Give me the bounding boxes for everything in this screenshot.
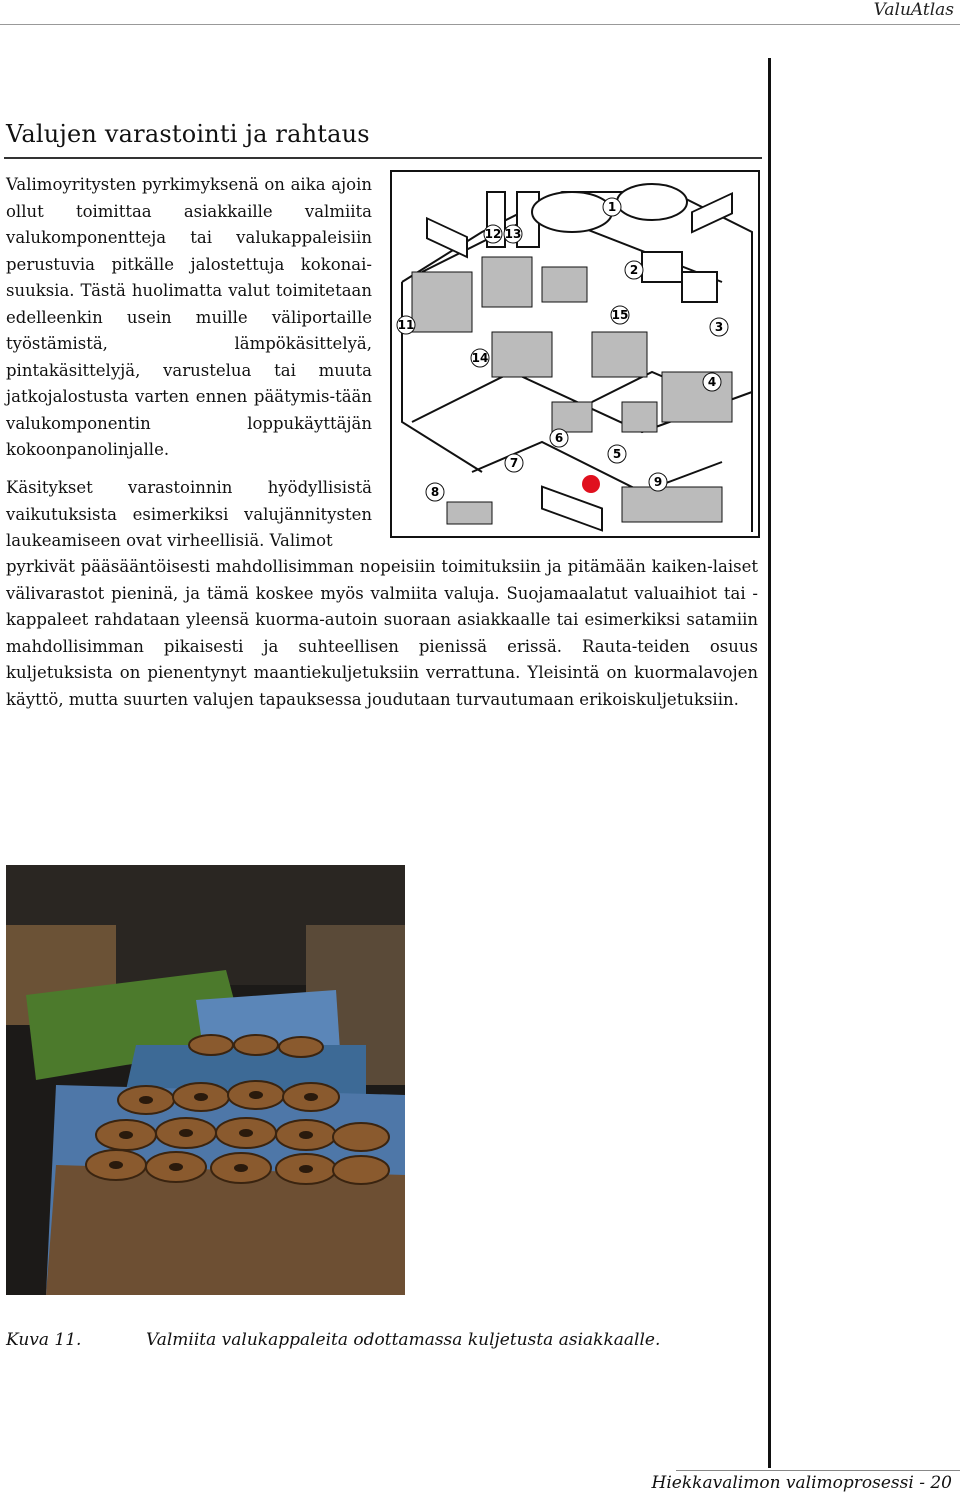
header-title: ValuAtlas xyxy=(873,0,954,20)
label-12: 12 xyxy=(484,227,502,241)
header-rule xyxy=(0,24,960,25)
label-14: 14 xyxy=(471,351,489,365)
label-6: 6 xyxy=(554,431,564,445)
paragraph-storage-rest: pyrkivät pääsääntöisesti mahdollisimman nopeisiin toimituksiin ja pitämään kaiken-laiset välivarastot pieninä, ja tämä koskee myös valmiita valuja. Suojamaalatut valuaihiot tai -kappaleet rahdataan yleensä kuorma-autoin suoraan asiakkaalle tai esimerkiksi satamiin mahdollisimman pikaisesti ja suhteellisen pienissä erissä. Rauta-teiden osuus kuljetuksista on pienentynyt maantiekuljetuksiin verrattuna. Yleisintä on kuormalavojen käyttö, mutta suurten valujen tapauksessa joudutaan turvautumaan erikoiskuljetuksiin. xyxy=(6,557,758,709)
label-5: 5 xyxy=(612,447,622,461)
red-marker xyxy=(582,475,600,493)
label-3: 3 xyxy=(714,320,724,334)
label-8: 8 xyxy=(430,485,440,499)
margin-rule xyxy=(768,58,771,1468)
label-7: 7 xyxy=(509,456,519,470)
page-title: Valujen varastointi ja rahtaus xyxy=(6,120,370,148)
label-1: 1 xyxy=(607,200,617,214)
page-footer: Hiekkavalimon valimoprosessi - 20 xyxy=(651,1473,952,1493)
label-4: 4 xyxy=(707,375,717,389)
paragraph-intro: Valimoyritysten pyrkimyksenä on aika ajoin ollut toimittaa asiakkaille valmiita valukomponentteja tai valukappaleisiin perustuvia pitkälle jalostettuja kokonai-suuksia. Tästä huolimatta valut toimitetaan edelleenkin usein muille väliportaille työstämistä, lämpökäsittelyä, pintakäsittelyjä, varustelua tai muuta jatkojalostusta varten ennen päätymis-tään valukomponentin loppukäyttäjän kokoonpanolinjalle. xyxy=(6,175,372,459)
footer-rule xyxy=(676,1470,960,1471)
paragraph-storage-start: Käsitykset varastoinnin hyödyllisistä vaikutuksista esimerkiksi valujännitysten laukeamiseen ovat virheellisiä. Valimot xyxy=(6,478,372,550)
label-15: 15 xyxy=(611,308,629,322)
photo-drawing xyxy=(6,865,405,1295)
title-rule xyxy=(4,157,762,159)
label-9: 9 xyxy=(653,475,663,489)
foundry-layout-diagram xyxy=(390,170,760,538)
warehouse-photo xyxy=(6,865,405,1295)
figure-caption: Valmiita valukappaleita odottamassa kuljetusta asiakkaalle. xyxy=(146,1330,661,1350)
label-2: 2 xyxy=(629,263,639,277)
diagram-drawing xyxy=(392,172,758,536)
figure-label: Kuva 11. xyxy=(6,1330,82,1350)
label-11: 11 xyxy=(397,318,415,332)
label-13: 13 xyxy=(504,227,522,241)
